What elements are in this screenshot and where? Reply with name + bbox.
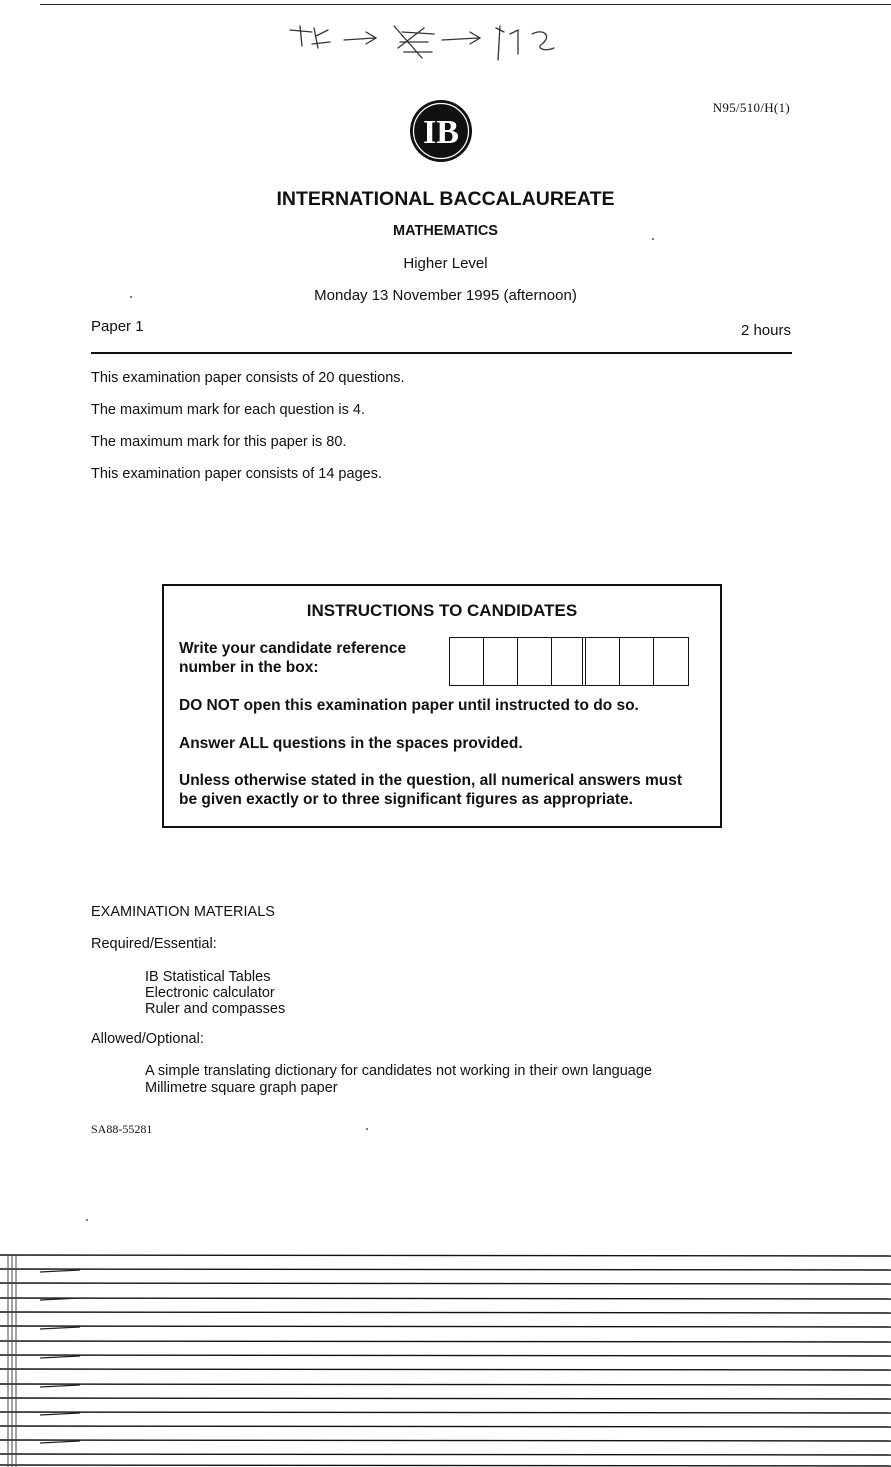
do-not-open-instruction: DO NOT open this examination paper until instructed to do so. [179,697,639,714]
optional-item: Millimetre square graph paper [145,1080,338,1096]
materials-heading: EXAMINATION MATERIALS [91,904,275,920]
info-line: The maximum mark for this paper is 80. [91,434,347,450]
reference-digit-box[interactable] [450,638,484,685]
numeric-instruction-2: be given exactly or to three significant figures as appropriate. [179,791,633,808]
scan-speck [86,1219,88,1221]
candidate-reference-grid[interactable] [449,637,689,686]
scan-edge-lines [0,1250,891,1467]
handwritten-annotation [282,18,582,66]
info-line: This examination paper consists of 14 pages. [91,466,382,482]
ib-logo [409,99,473,163]
exam-date: Monday 13 November 1995 (afternoon) [314,287,577,304]
reference-digit-box[interactable] [484,638,518,685]
reference-digit-box[interactable] [586,638,620,685]
required-label: Required/Essential: [91,936,217,952]
level-label: Higher Level [403,255,488,272]
reference-digit-box[interactable] [620,638,654,685]
org-title: INTERNATIONAL BACCALAUREATE [276,188,615,210]
info-line: This examination paper consists of 20 questions. [91,370,405,386]
svg-text:IB: IB [423,114,459,151]
answer-all-instruction: Answer ALL questions in the spaces provided. [179,735,523,752]
numeric-instruction-1: Unless otherwise stated in the question, all numerical answers must [179,772,683,789]
info-line: The maximum mark for each question is 4. [91,402,365,418]
scan-speck [652,238,654,240]
instructions-box [162,584,722,828]
candidate-ref-label-2: number in the box: [179,659,319,676]
footer-code: SA88-55281 [91,1122,153,1136]
paper-label: Paper 1 [91,318,144,335]
optional-item: A simple translating dictionary for candidates not working in their own language [145,1063,652,1079]
top-edge-rule [40,4,891,5]
instructions-heading: INSTRUCTIONS TO CANDIDATES [306,601,578,620]
scan-speck [366,1128,368,1130]
reference-digit-box[interactable] [654,638,688,685]
optional-label: Allowed/Optional: [91,1031,204,1047]
paper-code: N95/510/H(1) [712,100,790,115]
required-item: Electronic calculator [145,985,275,1001]
reference-digit-box[interactable] [518,638,552,685]
subject-title: MATHEMATICS [393,223,498,239]
header-divider [91,352,792,354]
reference-digit-box[interactable] [552,638,586,685]
duration-label: 2 hours [740,322,791,339]
scan-speck [130,296,132,298]
candidate-ref-label-1: Write your candidate reference [179,640,407,657]
required-item: Ruler and compasses [145,1001,286,1017]
required-item: IB Statistical Tables [145,969,271,985]
